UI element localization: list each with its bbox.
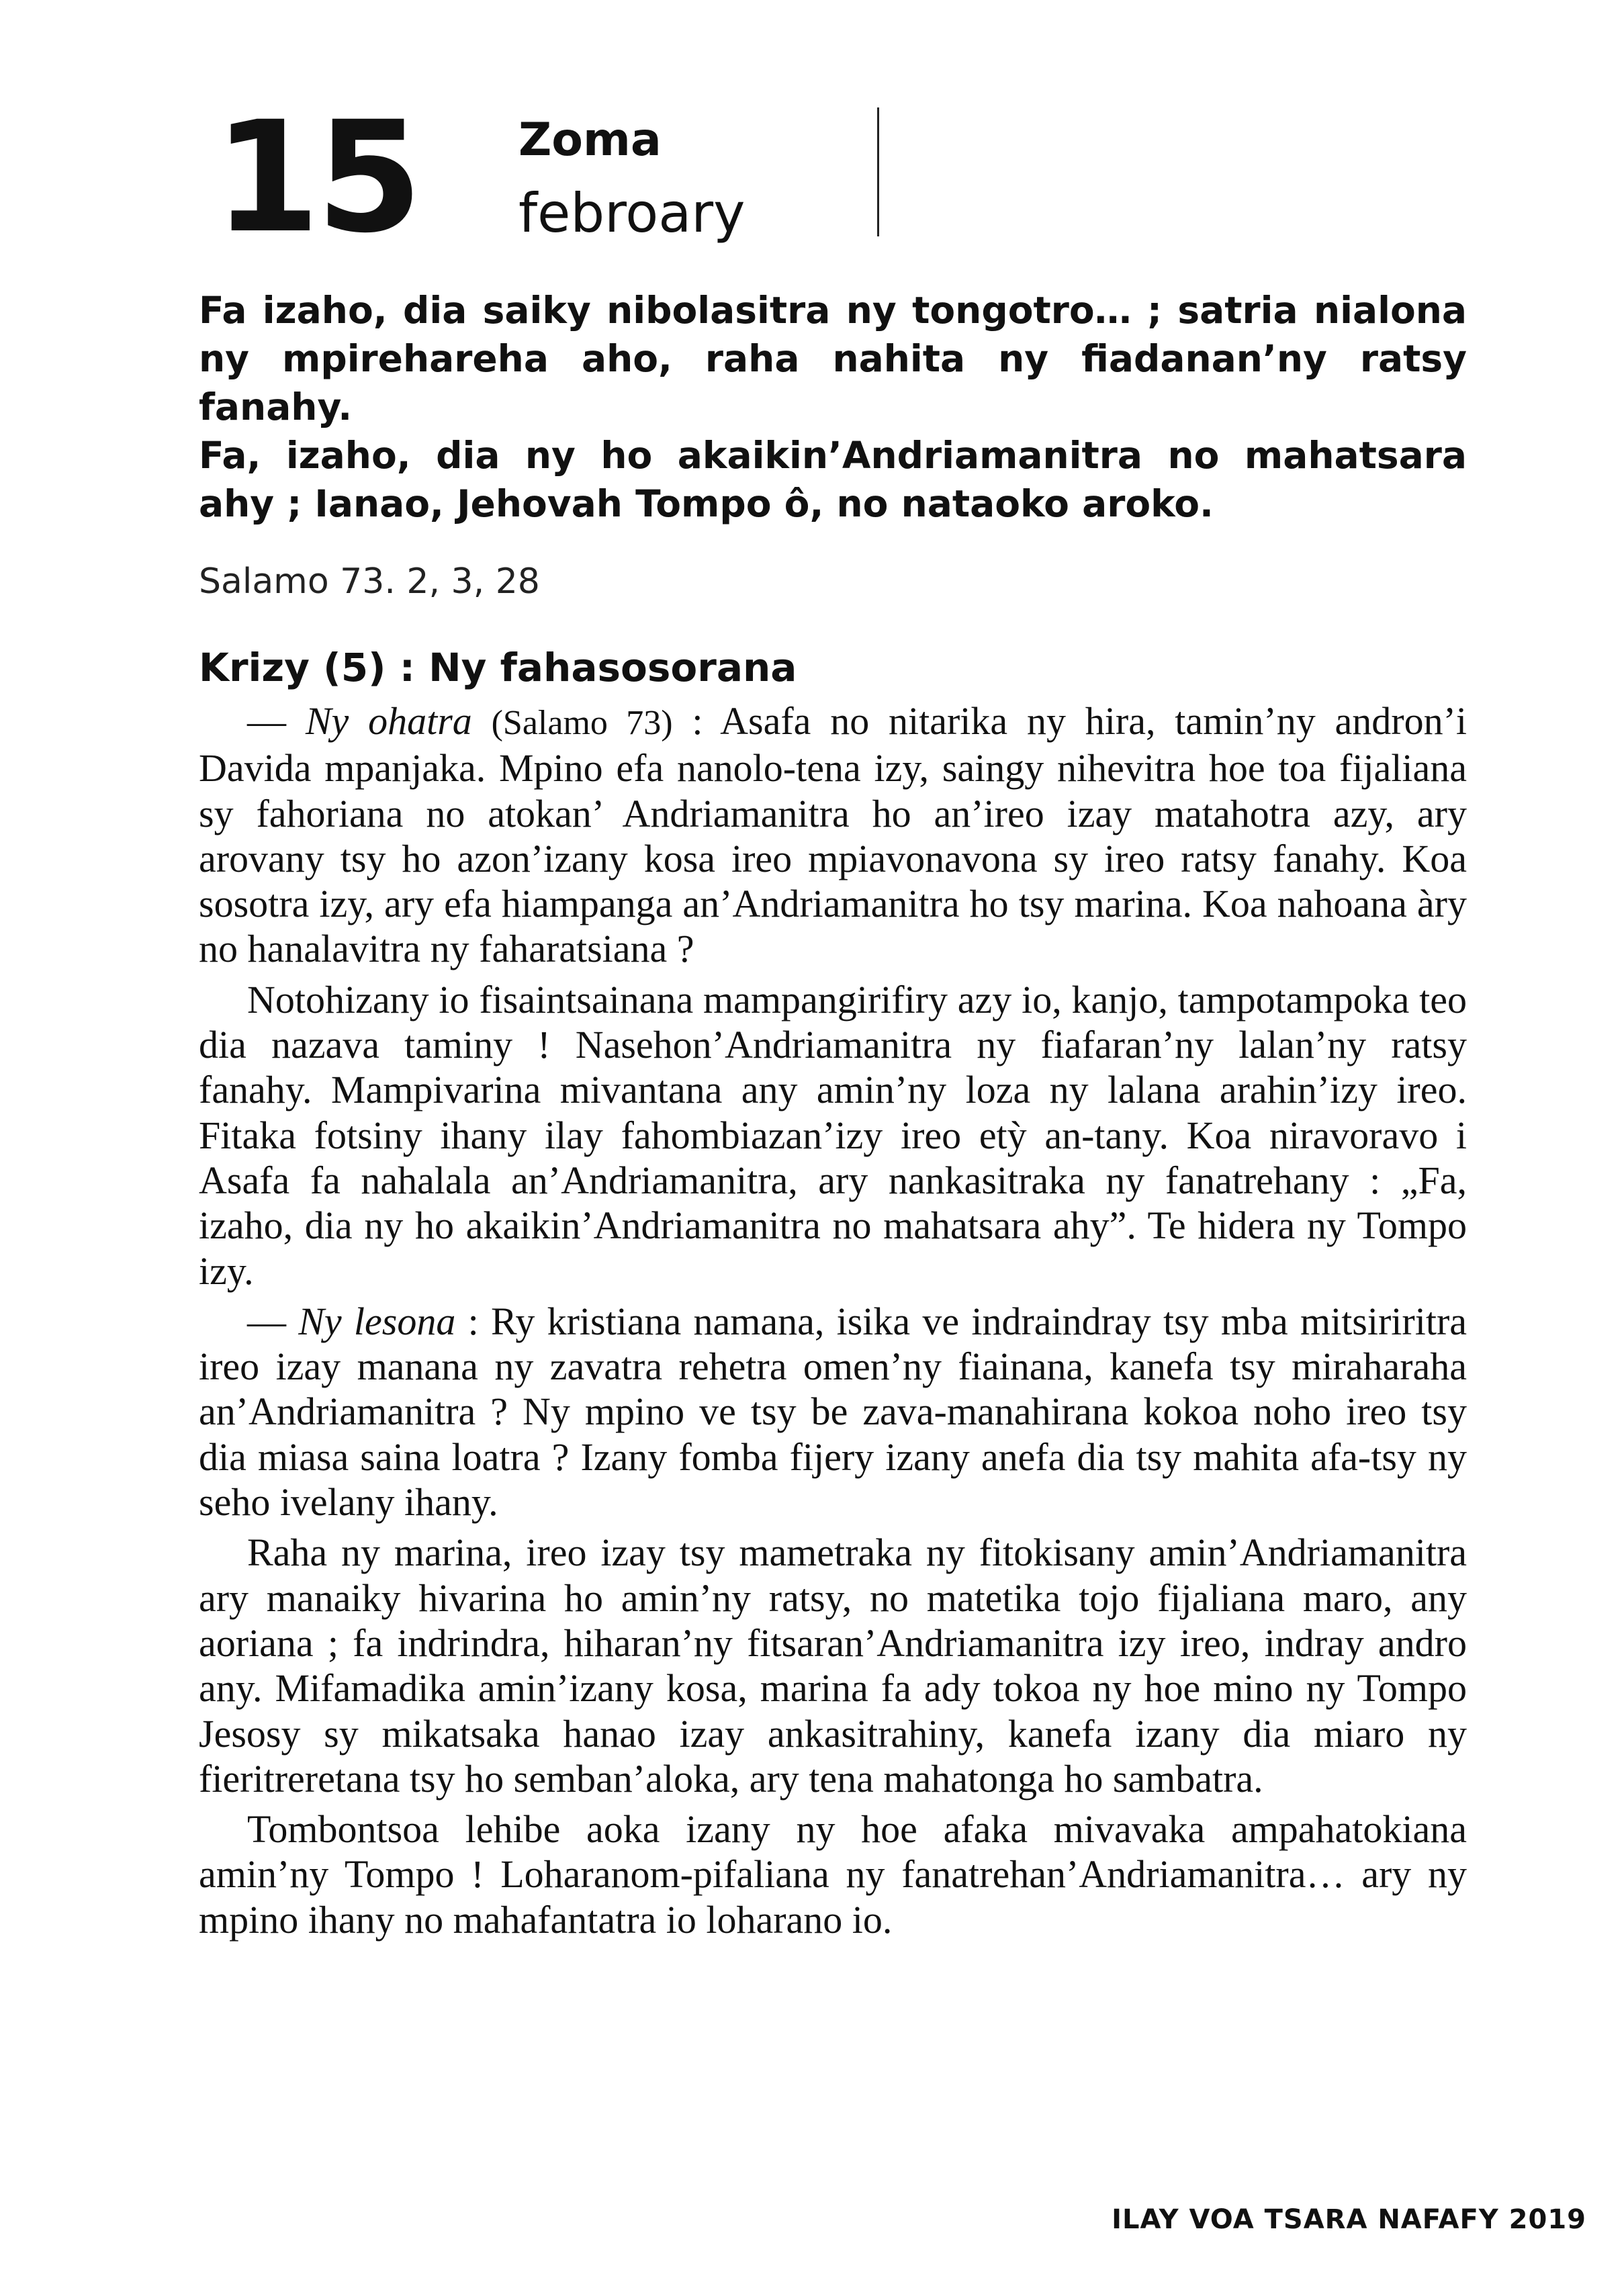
paragraph-5: Tombontsoa lehibe aoka izany ny hoe afaka mivavaka ampahatokiana amin’ny Tompo ! Loharanom-pifaliana ny fanatrehan’Andriamanitra… ary ny mpino ihany no mahafantatra io loharano io.	[199, 1807, 1467, 1942]
devotional-body	[199, 698, 1467, 1948]
day-label-malagasy: Zoma	[518, 113, 662, 167]
verse-reference: Salamo 73. 2, 3, 28	[199, 561, 540, 602]
paragraph-text: : Ry kristiana namana, isika ve indraindray tsy mba mitsiriritra ireo izay manana ny zavatra rehetra omen’ny fiainana, kanefa tsy miraharaha an’Andriamanitra ? Ny mpino ve tsy be zava-manahirana kokoa noho ireo tsy dia miasa saina loatra ? Izany fomba fijery izany anefa dia tsy mahita afa-tsy ny seho ivelany ihany.	[199, 1299, 1468, 1525]
paragraph-1	[199, 698, 1467, 972]
paragraph-lead: Ny lesona	[298, 1299, 456, 1343]
paragraph-3	[199, 1299, 1467, 1525]
section-heading: Krizy (5) : Ny fahasosorana	[199, 645, 797, 690]
daily-verse	[199, 286, 1467, 528]
paragraph-text: : Asafa no nitarika ny hira, tamin’ny andron’i Davida mpanjaka. Mpino efa nanolo-tena izy, saingy nihevitra hoe toa fijaliana sy fahoriana no atokan’ Andriamanitra ho an’ireo izay matahotra azy, ary arovany tsy ho azon’izany kosa ireo mpiavonavona sy ireo ratsy fanahy. Koa sosotra izy, ary efa hiampanga an’Andriamanitra ho tsy marina. Koa nahoana àry no hanalavitra ny faharatsiana ?	[199, 699, 1468, 971]
verse-part-2: Fa, izaho, dia ny ho akaikin’Andriamanitra no mahatsara ahy ; Ianao, Jehovah Tompo ô, no nataoko aroko.	[199, 434, 1467, 525]
paragraph-4: Raha ny marina, ireo izay tsy mametraka ny fitokisany amin’Andriamanitra ary manaiky hivarina ho amin’ny ratsy, no matetika tojo fijaliana maro, any aoriana ; fa indrindra, hiharan’ny fitsaran’Andriamanitra izy ireo, indray andro any. Mifamadika amin’izany kosa, marina fa ady tokoa ny hoe mino ny Tompo Jesosy sy mikatsaka hanao izay ankasitrahiny, kanefa izany dia miaro ny fieritreretana tsy ho semban’aloka, ary tena mahatonga ho sambatra.	[199, 1531, 1467, 1801]
em-dash: —	[247, 1299, 286, 1343]
paragraph-lead: Ny ohatra	[305, 699, 472, 743]
inline-reference: (Salamo 73)	[491, 704, 673, 742]
month-label: febroary	[518, 182, 746, 244]
footer-title: ILAY VOA TSARA NAFAFY 2019	[1112, 2204, 1586, 2235]
paragraph-2: Notohizany io fisaintsainana mampangirifiry azy io, kanjo, tampotampoka teo dia nazava taminy ! Nasehon’Andriamanitra ny fiafaran’ny lalan’ny ratsy fanahy. Mampivarina mivantana any amin’ny loza ny lalana arahin’izy ireo. Fitaka fotsiny ihany ilay fahombiazan’izy ireo etỳ an-tany. Koa niravoravo i Asafa fa nahalala an’Andriamanitra, ary nankasitraka ny fanatrehany : „Fa, izaho, dia ny ho akaikin’Andriamanitra no mahatsara ahy”. Te hidera ny Tompo izy.	[199, 977, 1467, 1293]
header-divider	[877, 107, 879, 236]
day-number: 15	[214, 88, 419, 267]
verse-part-1: Fa izaho, dia saiky nibolasitra ny tongotro… ; satria nialona ny mpirehareha aho, raha nahita ny fiadanan’ny ratsy fanahy.	[199, 289, 1467, 428]
em-dash: —	[247, 699, 286, 743]
